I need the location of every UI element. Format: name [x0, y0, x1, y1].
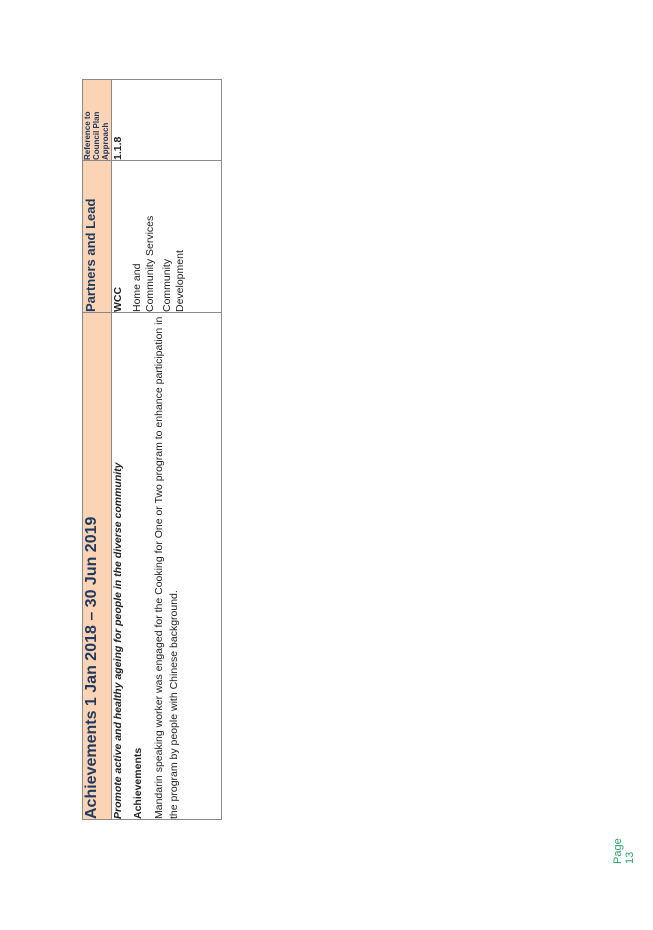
- reference-value: 1.1.8: [112, 136, 124, 160]
- reference-cell: [112, 80, 222, 161]
- header-reference-line: Council Plan: [92, 111, 101, 160]
- partner-line: Development: [174, 250, 186, 312]
- achievements-subheading: Achievements: [132, 747, 144, 819]
- header-reference: [83, 80, 112, 161]
- achievement-cell: [112, 313, 222, 820]
- partners-cell: [112, 161, 222, 313]
- achievements-table: [82, 79, 222, 820]
- table-row: [112, 80, 222, 820]
- achievement-description: Mandarin speaking worker was engaged for the Cooking for One or Two program to enhance participation in the program by people with Chinese background.: [153, 316, 180, 819]
- header-partners: Partners and Lead: [83, 161, 112, 313]
- partner-line: Home and: [131, 263, 143, 312]
- table-header-row: [83, 80, 112, 820]
- header-reference-line: Reference to: [83, 111, 92, 160]
- header-reference-line: Approach: [101, 122, 110, 160]
- objective-text: Promote active and healthy ageing for people in the diverse community: [112, 462, 124, 819]
- partner-line: Community: [161, 258, 173, 312]
- achievements-table-rotated: [82, 80, 222, 820]
- page-number: Page 13: [612, 838, 636, 864]
- partner-line: Community Services: [144, 215, 156, 312]
- partner-lead: WCC: [112, 286, 124, 312]
- header-achievements: Achievements 1 Jan 2018 – 30 Jun 2019: [83, 313, 112, 820]
